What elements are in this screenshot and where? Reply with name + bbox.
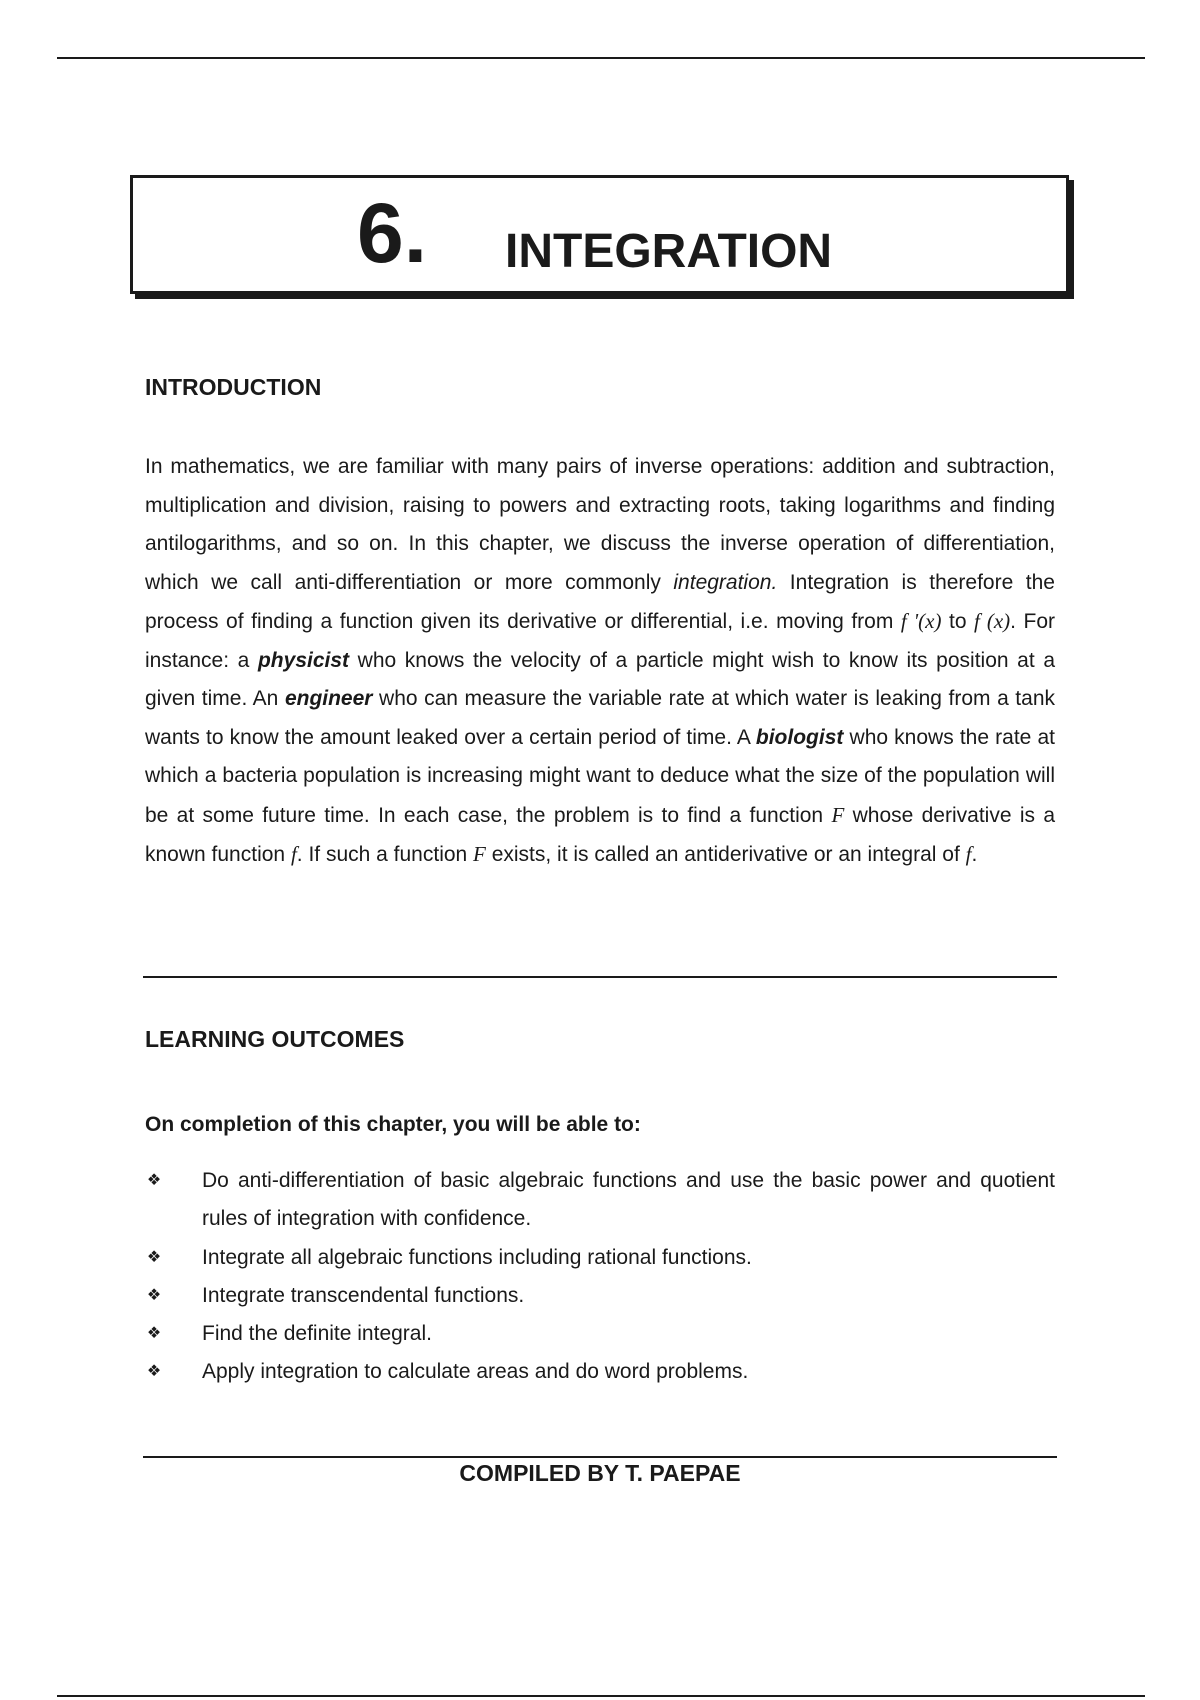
function-expression: f (x): [974, 609, 1011, 633]
introduction-paragraph: [145, 448, 1055, 875]
intro-text: In mathematics, we are familiar with many pairs of inverse operations: addition and subtraction, multiplication and division, raising to powers and extracting roots, taking logarithms and finding antilogarithms, and so on. In this chapter, we discuss the inverse operation of differentiation, which we call anti-differentiation or more commonly: [145, 455, 1055, 594]
intro-text: who knows the velocity of a particle might wish to know its position at a given time. An: [145, 648, 1055, 710]
intro-emphasis-biologist: biologist: [755, 725, 844, 749]
diamond-bullet-icon: ❖: [146, 1286, 162, 1304]
intro-text: . If such a function: [296, 843, 474, 866]
intro-text: who can measure the variable rate at which water is leaking from a tank wants to know the amount leaked over a certain period of time. A: [145, 687, 1056, 749]
list-item-text: Find the definite integral.: [202, 1322, 432, 1346]
intro-emphasis-integration: integration.: [673, 570, 778, 594]
math-symbol-f: f: [290, 842, 297, 866]
list-item: [145, 1353, 1055, 1391]
chapter-number: 6.: [357, 186, 428, 280]
bottom-rule: [57, 1695, 1145, 1697]
list-item-text: Integrate all algebraic functions including rational functions.: [202, 1245, 752, 1269]
intro-emphasis-physicist: physicist: [257, 648, 350, 672]
intro-text: . For instance: a: [145, 610, 1056, 672]
diamond-bullet-icon: ❖: [146, 1325, 162, 1343]
footer-rule: [143, 1456, 1057, 1458]
learning-outcomes-lead: On completion of this chapter, you will be able to:: [145, 1113, 641, 1136]
list-item-text: Do anti-differentiation of basic algebraic functions and use the basic power and quotient rules of integration with confidence.: [202, 1169, 1055, 1231]
math-symbol-f: f: [965, 842, 972, 866]
intro-emphasis-engineer: engineer: [284, 687, 373, 710]
introduction-heading: INTRODUCTION: [145, 374, 322, 400]
list-item: [145, 1315, 1055, 1353]
diamond-bullet-icon: ❖: [146, 1172, 162, 1189]
list-item-text: Apply integration to calculate areas and do word problems.: [202, 1360, 749, 1384]
intro-text: who knows the rate at which a bacteria population is increasing might want to deduce what the size of the population will be at some future time. In each case, the problem is to find a function: [145, 725, 1055, 827]
intro-text: whose derivative is a known function: [145, 803, 1056, 866]
intro-text: .: [971, 843, 978, 866]
top-rule: [57, 57, 1145, 59]
list-item: [145, 1162, 1055, 1239]
math-symbol-F: F: [473, 842, 486, 866]
diamond-bullet-icon: ❖: [146, 1363, 162, 1381]
learning-outcomes-heading: LEARNING OUTCOMES: [145, 1026, 405, 1052]
intro-text: Integration is therefore the process of finding a function given its derivative or differential, i.e. moving from: [145, 570, 1055, 633]
chapter-title: INTEGRATION: [505, 225, 833, 278]
footer-credit: COMPILED BY T. PAEPAE: [459, 1460, 741, 1486]
intro-text: to: [941, 610, 975, 633]
list-item-text: Integrate transcendental functions.: [202, 1283, 525, 1307]
intro-text: exists, it is called an antiderivative or an integral of: [485, 843, 966, 866]
list-item: [145, 1239, 1055, 1277]
diamond-bullet-icon: ❖: [146, 1248, 162, 1266]
list-item: [145, 1277, 1055, 1315]
learning-outcomes-list: [145, 1162, 1055, 1392]
math-symbol-F: F: [831, 802, 845, 827]
section-divider: [143, 976, 1057, 978]
derivative-expression: f '(x): [900, 609, 942, 633]
